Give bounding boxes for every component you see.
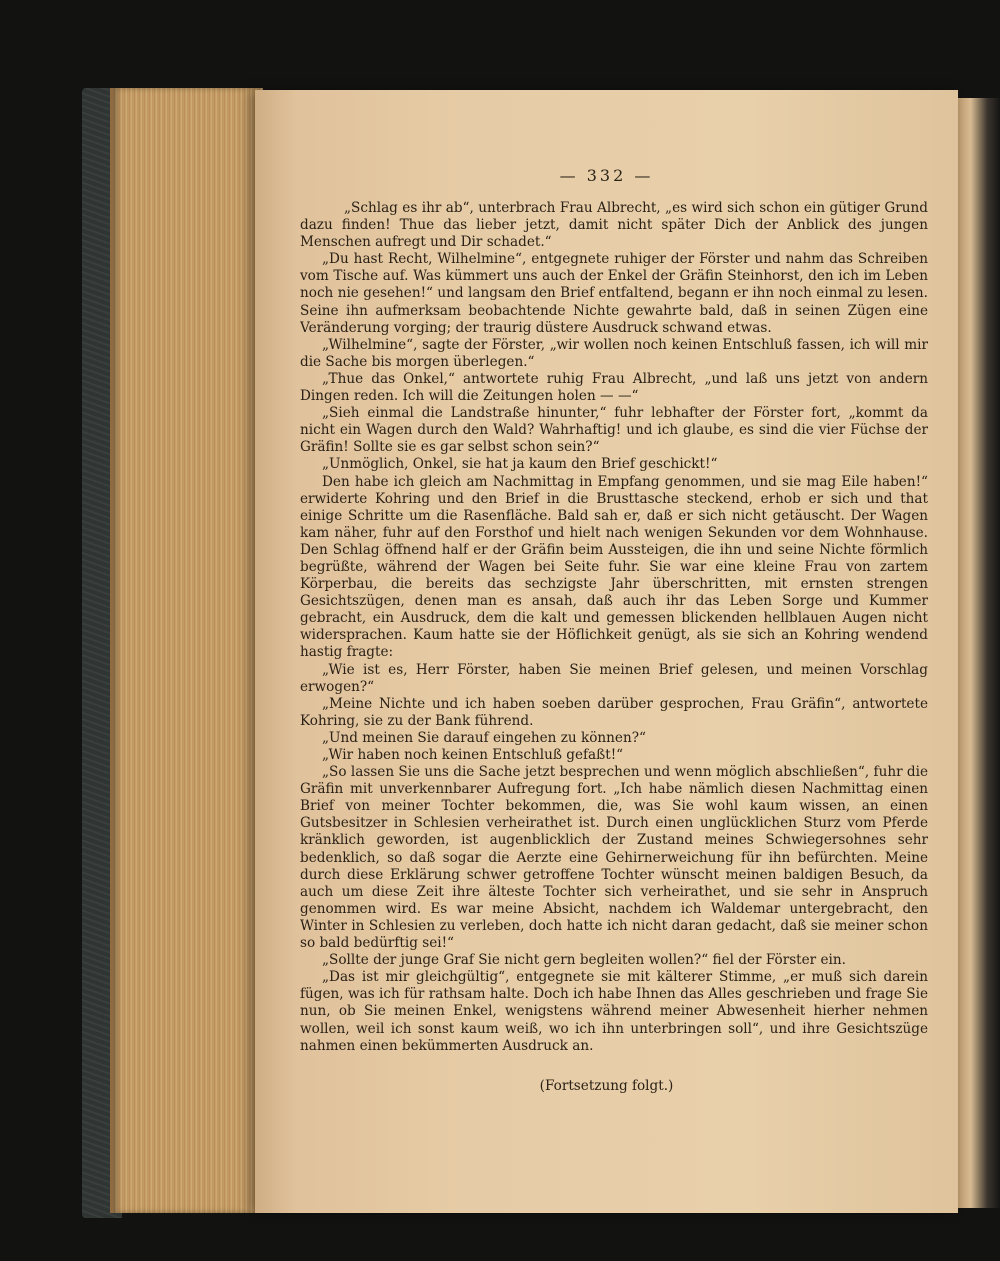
paragraph: „Thue das Onkel,“ antwortete ruhig Frau Albrecht, „und laß uns jetzt von andern Dingen reden. Ich will die Zeitungen holen — —“ xyxy=(300,370,928,405)
paragraph: „Wie ist es, Herr Förster, haben Sie meinen Brief gelesen, und meinen Vorschlag erwogen?“ xyxy=(300,661,928,695)
paragraph: „Sieh einmal die Landstraße hinunter,“ fuhr lebhafter der Förster fort, „kommt da nicht ein Wagen durch den Wald? Wahrhaftig! und ich glaube, es sind die vier Füchse der Gräfin! Sollte sie es gar selbst schon sein?“ xyxy=(300,405,928,456)
paragraph: „Du hast Recht, Wilhelmine“, entgegnete ruhiger der Förster und nahm das Schreiben vom Tische auf. Was kümmert uns auch der Enkel der Gräfin Steinhorst, den ich im Leben noch nie gesehen!“ und langsam den Brief entfaltend, begann er ihn noch einmal zu lesen. Seine ihn aufmerksam beobachtende Nichte gewahrte bald, daß in seinen Zügen eine Veränderung vorging; der traurig düstere Ausdruck schwand etwas. xyxy=(300,251,928,336)
paragraph: „Sollte der junge Graf Sie nicht gern begleiten wollen?“ fiel der Förster ein. xyxy=(322,952,846,969)
paragraph: „Das ist mir gleichgültig“, entgegnete sie mit kälterer Stimme, „er muß sich darein fügen, was ich für rathsam halte. Doch ich habe Ihnen das Alles geschrieben und frage Sie nun, ob Sie meinen Enkel, wenigstens während meiner Abwesenheit hierher nehmen wollen, weil ich sonst kaum weiß, wo ich ihn unterbringen soll“, und ihre Gesichtszüge nahmen einen bekümmerten Ausdruck an. xyxy=(300,969,928,1054)
paragraph: „Und meinen Sie darauf eingehen zu können?“ xyxy=(322,729,646,746)
paragraph: „So lassen Sie uns die Sache jetzt besprechen und wenn möglich abschließen“, fuhr die Gräfin mit unverkennbarer Aufregung fort. „Ich habe nämlich diesen Nachmittag einen Brief von meiner Tochter bekommen, die, was Sie wohl kaum wissen, an einen Gutsbesitzer in Schlesien verheirathet ist. Durch einen unglücklichen Sturz vom Pferde kränklich geworden, ist augenblicklich der Zustand meines Schwiegersohnes sehr bedenklich, so daß sogar die Aerzte eine Gehirnerweichung für ihn befürchten. Meine durch diese Erklärung schwer getroffene Tochter wünscht meinen baldigen Besuch, da auch um diese Zeit ihre älteste Tochter sich verheirathet, und sie sehr in Anspruch genommen wird. Es war meine Absicht, nachdem ich Waldemar untergebracht, den Winter in Schlesien zu verleben, doch hatte ich nicht daran gedacht, daß sie meiner schon so bald bedürftig sei!“ xyxy=(300,764,928,952)
page-number: — 332 — xyxy=(559,166,654,185)
paragraph: „Meine Nichte und ich haben soeben darüber gesprochen, Frau Gräfin“, antwortete Kohring, sie zu der Bank führend. xyxy=(300,695,928,729)
paragraph: „Schlag es ihr ab“, unterbrach Frau Albrecht, „es wird sich schon ein gütiger Grund dazu finden! Thue das lieber jetzt, damit nicht später Dich der Anblick des jungen Menschen aufregt und Dir schadet.“ xyxy=(300,200,928,251)
paragraph: „Wilhelmine“, sagte der Förster, „wir wollen noch keinen Entschluß fassen, ich will mir die Sache bis morgen überlegen.“ xyxy=(300,336,928,370)
continued-note: (Fortsetzung folgt.) xyxy=(539,1078,674,1094)
page-edge-stack xyxy=(110,88,263,1213)
facing-page-edge xyxy=(958,98,1000,1208)
paragraph: Den habe ich gleich am Nachmittag in Empfang genommen, und sie mag Eile haben!“ erwiderte Kohring und den Brief in die Brusttasche steckend, erhob er sich und that einige Schritte um die Rasenfläche. Bald sah er, daß er sich nicht getäuscht. Der Wagen kam näher, fuhr auf den Forsthof und hielt nach wenigen Sekunden vor dem Wohnhause. Den Schlag öffnend half er der Gräfin beim Aussteigen, die ihn und seine Nichte förmlich begrüßte, während der Wagen bei Seite fuhr. Sie war eine kleine Frau von zartem Körperbau, die bereits das sechzigste Jahr überschritten, mit ernsten strengen Gesichtszügen, denen man es ansah, daß auch ihr das Leben Sorge und Kummer gebracht, ein Ausdruck, dem die kalt und gemessen blickenden hellblauen Augen nicht widersprachen. Kaum hatte sie der Höflichkeit genügt, als sie sich an Kohring wendend hastig fragte: xyxy=(300,473,928,661)
paragraph: „Unmöglich, Onkel, sie hat ja kaum den Brief geschickt!“ xyxy=(322,456,718,473)
paragraph: „Wir haben noch keinen Entschluß gefaßt!“ xyxy=(322,747,624,763)
body-text xyxy=(300,200,928,1080)
